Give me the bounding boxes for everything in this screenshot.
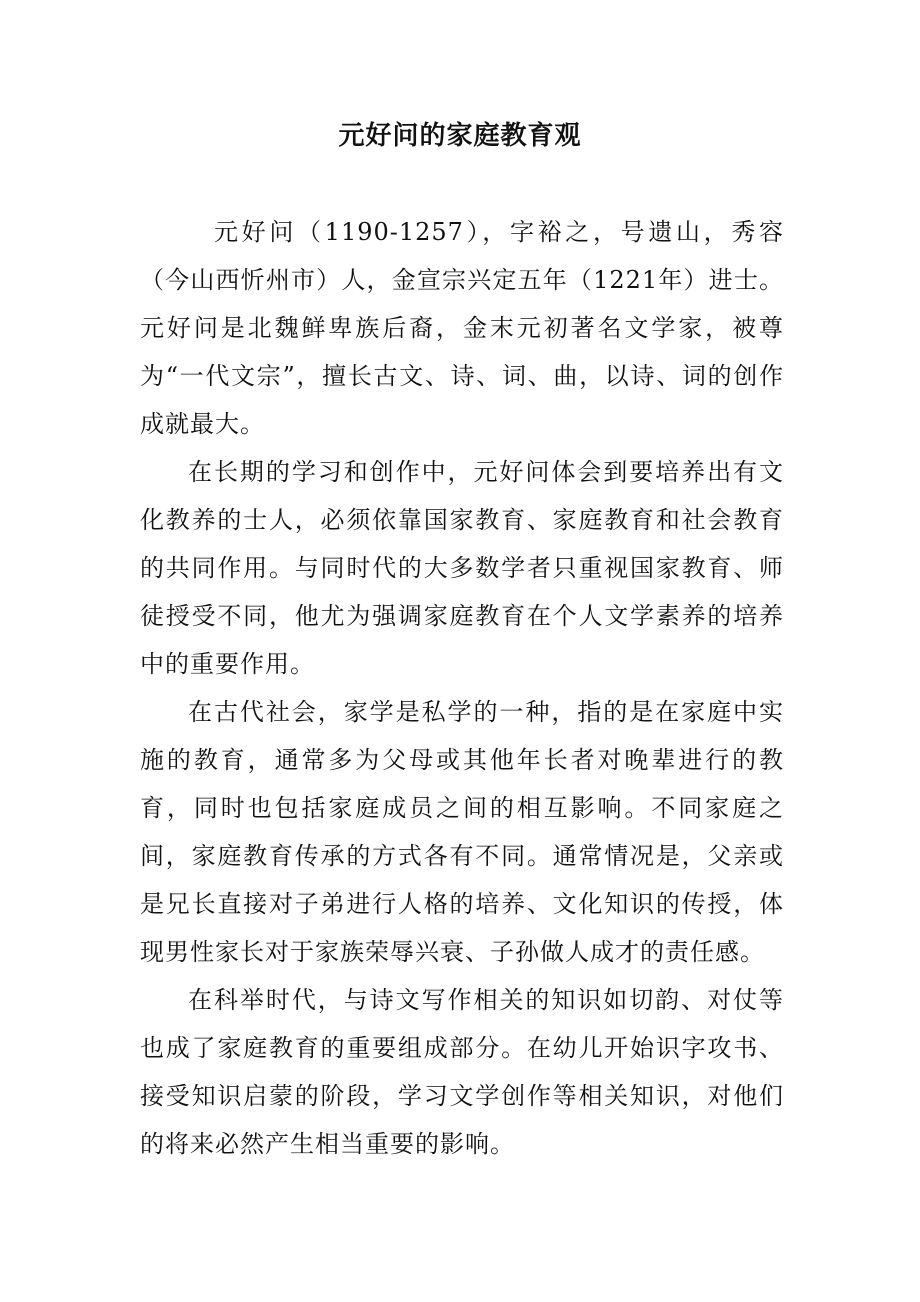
paragraph-education-view: 在长期的学习和创作中，元好问体会到要培养出有文化教养的士人，必须依靠国家教育、家庭教育和社会教育的共同作用。与同时代的大多数学者只重视国家教育、师徒授受不同，他尤为强调家庭教育在个人文学素养的培养中的重要作用。 <box>140 458 784 678</box>
paragraph-intro: 元好问（1190-1257），字裕之，号遗山，秀容（今山西忻州市）人，金宣宗兴定五年（1221年）进士。元好问是北魏鲜卑族后裔，金末元初著名文学家，被尊为“一代文宗”，擅长古文、诗、词、曲，以诗、词的创作成就最大。 <box>140 218 784 438</box>
paragraph-imperial-exam: 在科举时代，与诗文写作相关的知识如切韵、对仗等也成了家庭教育的重要组成部分。在幼儿开始识字攻书、接受知识启蒙的阶段，学习文学创作等相关知识，对他们的将来必然产生相当重要的影响。 <box>140 986 784 1158</box>
document-title: 元好问的家庭教育观 <box>338 121 582 151</box>
paragraph-family-learning: 在古代社会，家学是私学的一种，指的是在家庭中实施的教育，通常多为父母或其他年长者对晚辈进行的教育，同时也包括家庭成员之间的相互影响。不同家庭之间，家庭教育传承的方式各有不同。通常情况是，父亲或是兄长直接对子弟进行人格的培养、文化知识的传授，体现男性家长对于家族荣辱兴衰、子孙做人成才的责任感。 <box>140 698 784 966</box>
